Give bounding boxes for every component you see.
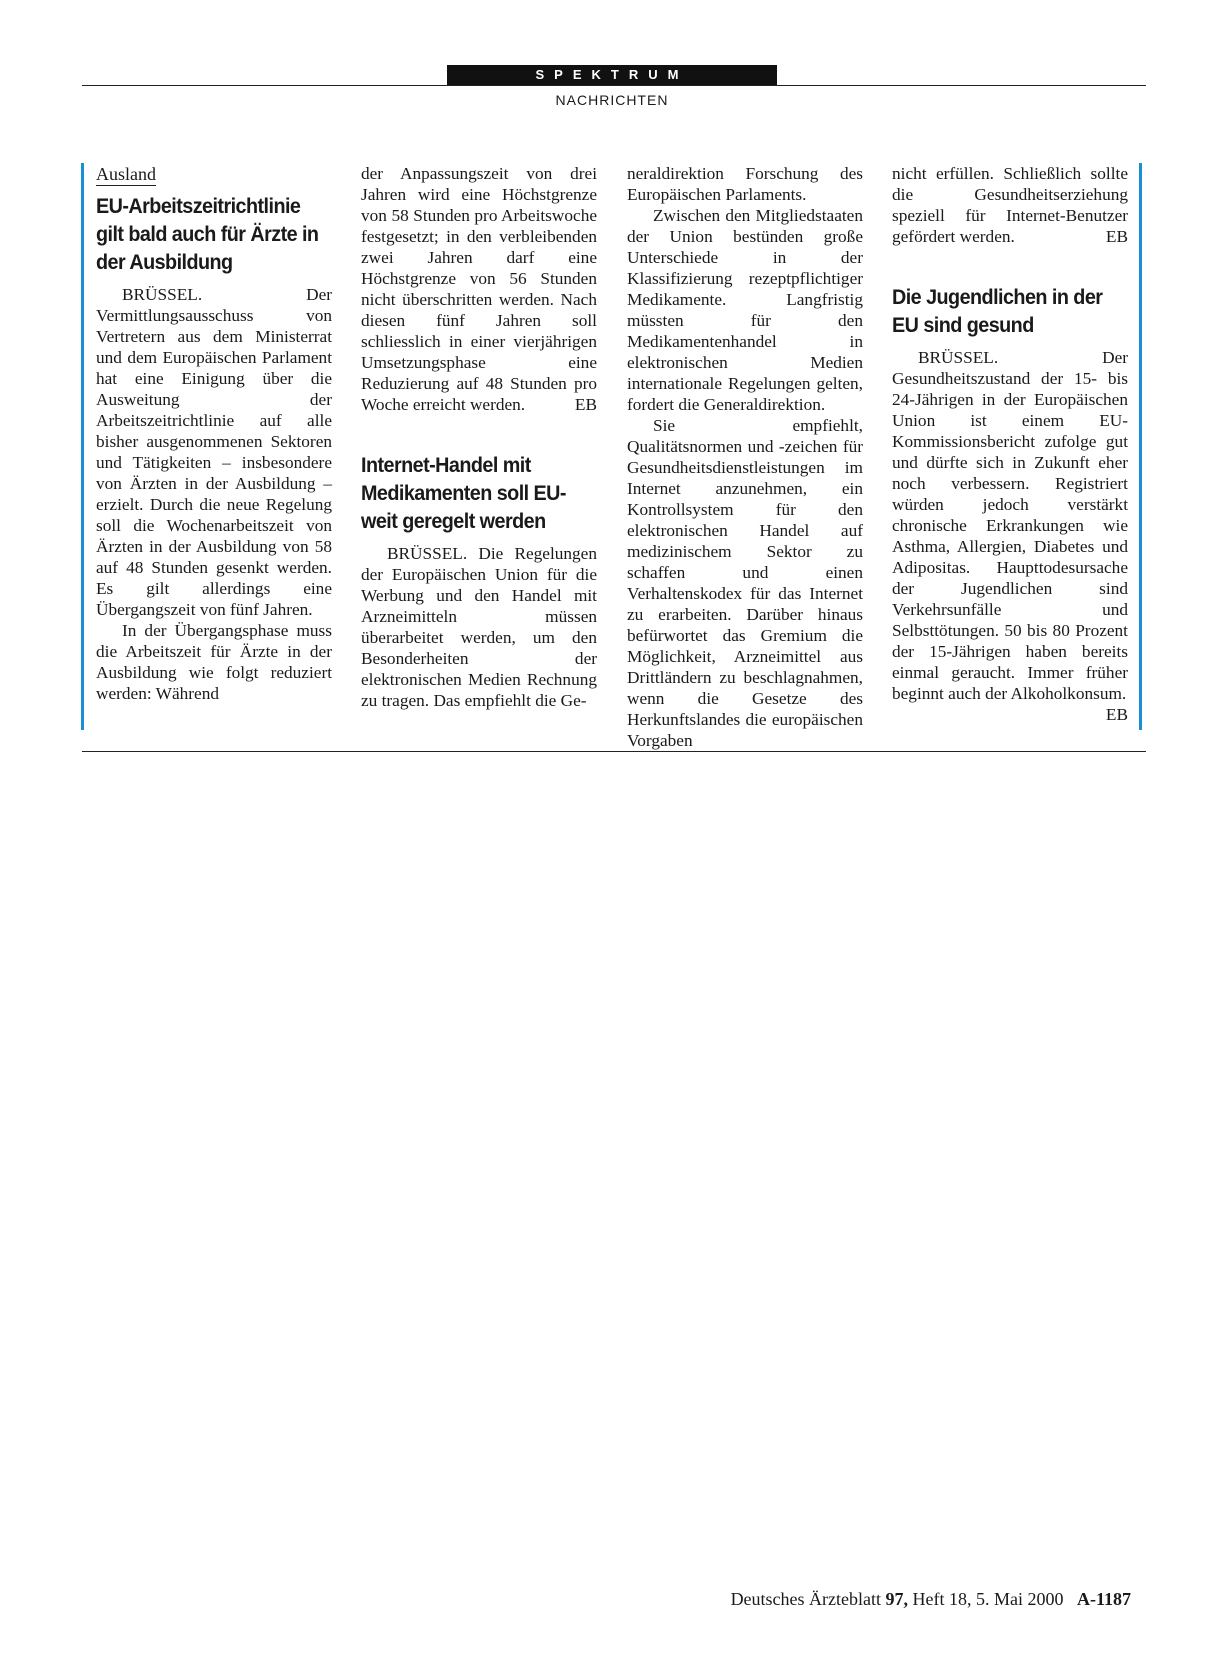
rubric-label: Ausland xyxy=(96,164,156,184)
column-2 xyxy=(361,163,597,711)
page-number: A-1187 xyxy=(1077,1589,1131,1609)
header-rule xyxy=(82,85,1146,86)
author-signature: EB xyxy=(574,395,597,414)
author-signature: EB xyxy=(1105,705,1128,724)
article-2-headline: Internet-Handel mit Medikamenten soll EU-weit geregelt werden xyxy=(361,453,566,533)
left-accent-bar xyxy=(81,163,84,730)
article-2-paragraph: Sie empfiehlt, Qualitätsnormen und -zeichen für Gesundheitsdienstleistungen im Internet anzunehmen, ein Kontrollsystem für den elektronischen Handel auf medizinischem Sektor zu schaffen und einen Verhaltenskodex für das Internet zu erarbeiten. Darüber hinaus befürwortet das Gremium die Möglichkeit, Arzneimittel aus Drittländern zu beschlagnahmen, wenn die Gesetze des Herkunftslandes die europäischen Vorgaben xyxy=(627,416,863,750)
article-3-paragraph: BRÜSSEL. Der Gesundheitszustand der 15- bis 24-Jährigen in der Europäischen Union ist einem EU-Kommissionsbericht zufolge gut und dürfte sich in Zukunft eher noch verbessern. Registriert würden jedoch verstärkt chronische Erkrankungen wie Asthma, Allergien, Diabetes und Adipositas. Haupttodesursache der Jugendlichen sind Verkehrsunfälle und Selbsttötungen. 50 bis 80 Prozent der 15-Jährigen haben bereits einmal geraucht. Immer früher beginnt auch der Alkoholkonsum. EB xyxy=(892,348,1128,724)
subsection-label: NACHRICHTEN xyxy=(555,92,669,108)
section-label: SPEKTRUM xyxy=(447,65,777,85)
article-1-paragraph: der Anpassungszeit von drei Jahren wird eine Höchstgrenze von 58 Stunden pro Arbeitswoche festgesetzt; in den verbleibenden zwei Jahren darf eine Höchstgrenze von 56 Stunden nicht überschritten werden. Nach diesen fünf Jahren soll schliesslich in einer vierjährigen Umsetzungsphase eine Reduzierung auf 48 Stunden pro Woche erreicht werden. EB xyxy=(361,164,597,414)
volume-number: 97, xyxy=(885,1589,909,1609)
article-2-paragraph: neraldirektion Forschung des Europäischen Parlaments. xyxy=(627,164,863,204)
journal-name: Deutsches Ärzteblatt xyxy=(730,1589,882,1609)
article-1-paragraph: In der Übergangsphase muss die Arbeitszeit für Ärzte in der Ausbildung wie folgt reduziert werden: Während xyxy=(96,621,332,703)
author-signature: EB xyxy=(1105,227,1128,246)
page-footer xyxy=(731,1589,1131,1610)
right-accent-bar xyxy=(1139,163,1142,730)
article-1-paragraph: BRÜSSEL. Der Vermittlungsausschuss von Vertretern aus dem Ministerrat und dem Europäischen Parlament hat eine Einigung über die Ausweitung der Arbeitszeitrichtlinie auf alle bisher ausgenommenen Sektoren und Tätigkeiten – insbesondere von Ärzten in der Ausbildung – erzielt. Durch die neue Regelung soll die Wochenarbeitszeit von Ärzten in der Ausbildung von 58 auf 48 Stunden gesenkt werden. Es gilt allerdings eine Übergangszeit von fünf Jahren. xyxy=(96,285,332,619)
column-4 xyxy=(892,163,1128,725)
bottom-rule xyxy=(82,751,1146,752)
article-2-paragraph: nicht erfüllen. Schließlich sollte die Gesundheitserziehung speziell für Internet-Benutzer gefördert werden. EB xyxy=(892,164,1128,246)
column-1 xyxy=(96,163,332,704)
article-2-paragraph: Zwischen den Mitgliedstaaten der Union bestünden große Unterschiede in der Klassifizierung rezeptpflichtiger Medikamente. Langfristig müssten für den Medikamentenhandel in elektronischen Medien internationale Regelungen gelten, fordert die Generaldirektion. xyxy=(627,206,863,414)
article-2-paragraph: BRÜSSEL. Die Regelungen der Europäischen Union für die Werbung und den Handel mit Arzneimitteln müssen überarbeitet werden, um den Besonderheiten der elektronischen Medien Rechnung zu tragen. Das empfiehlt die Ge- xyxy=(361,544,597,710)
article-3-headline: Die Jugendlichen in der EU sind gesund xyxy=(892,285,1103,337)
column-3 xyxy=(627,163,863,751)
article-1-headline: EU-Arbeitszeitrichtlinie gilt bald auch für Ärzte in der Ausbildung xyxy=(96,194,319,274)
issue-info: Heft 18, 5. Mai 2000 xyxy=(912,1589,1064,1609)
